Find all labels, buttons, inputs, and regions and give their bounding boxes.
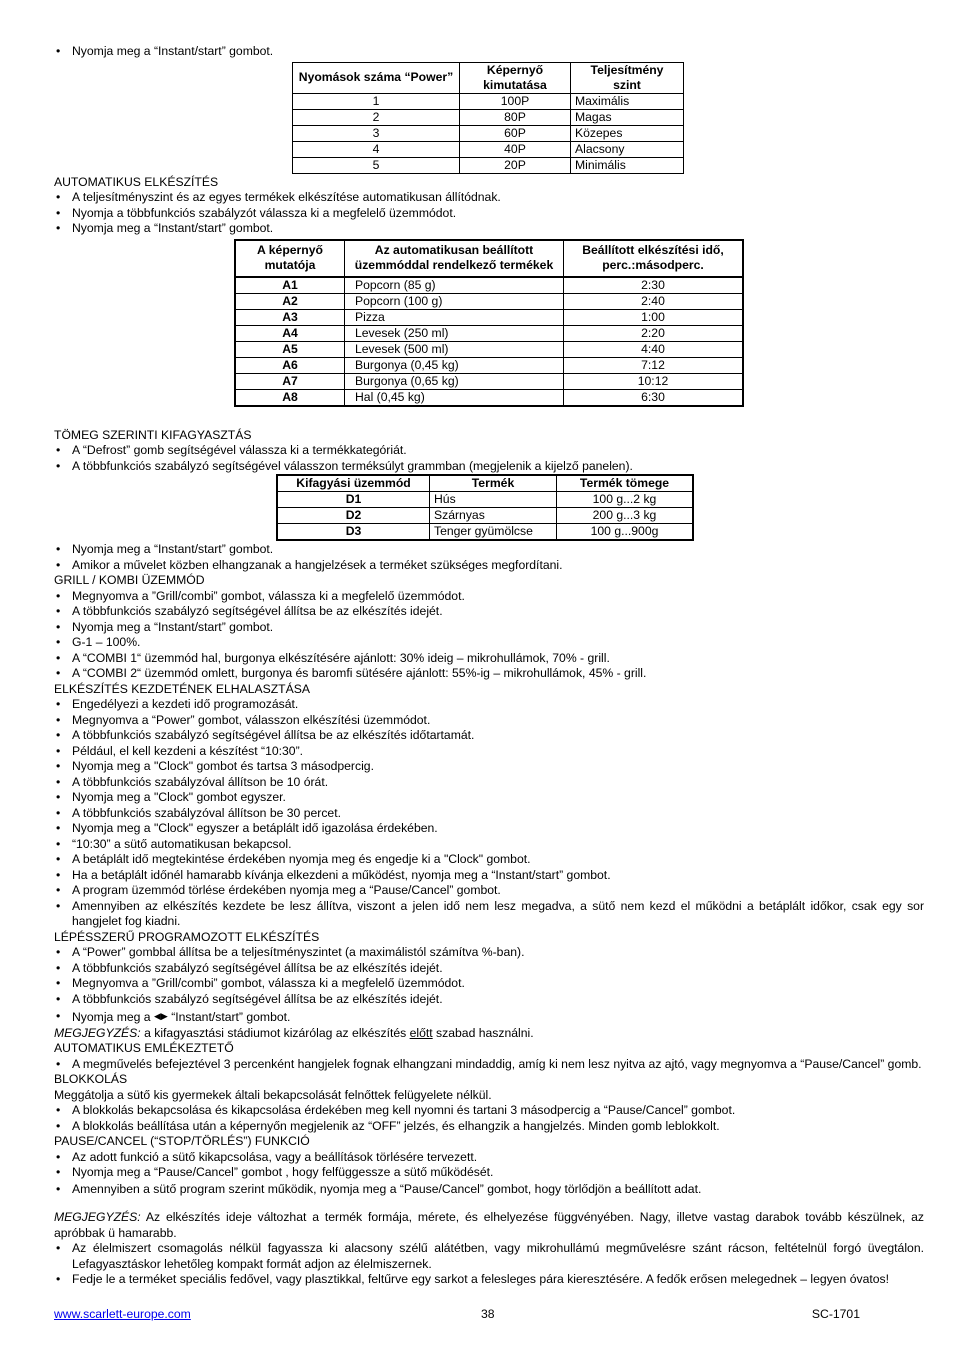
table-cell: 100 g...900g bbox=[557, 524, 694, 541]
list-item: • Fedje le a terméket speciális fedővel, vagy plasztikkal, feltűrve egy sarkot a felesleges pára kieresztésére. A fedők erősen melegednek – legyen óvatos! bbox=[54, 1272, 924, 1288]
section-heading: BLOKKOLÁS bbox=[54, 1072, 128, 1086]
power-table bbox=[292, 62, 684, 174]
intro-list bbox=[54, 44, 924, 60]
list-item: • Engedélyezi a kezdeti idő programozását. bbox=[54, 697, 924, 713]
paragraph: Meggátolja a sütő kis gyermekek általi bekapcsolását felnőttek felügyelete nélkül. bbox=[54, 1087, 492, 1102]
table-row bbox=[235, 341, 743, 357]
list-item: • Nyomja meg a “Instant/start” gombot. bbox=[54, 542, 924, 558]
table-row bbox=[235, 373, 743, 389]
grill-list bbox=[54, 589, 924, 682]
model-number: SC-1701 bbox=[811, 1307, 860, 1321]
table-header: Az automatikusan beállított üzemmóddal rendelkező termékek bbox=[345, 240, 564, 277]
table-header: Teljesítmény szint bbox=[571, 62, 684, 93]
table-cell: Szárnyas bbox=[430, 508, 557, 524]
table-header: Kifagyási üzemmód bbox=[277, 475, 430, 492]
table-cell: A1 bbox=[235, 277, 345, 294]
section-heading: ELKÉSZÍTÉS KEZDETÉNEK ELHALASZTÁSA bbox=[54, 681, 311, 696]
section-heading: TÖMEG SZERINTI KIFAGYASZTÁS bbox=[54, 427, 252, 442]
table-row bbox=[235, 389, 743, 406]
note-text-underlined: előtt bbox=[409, 1025, 433, 1040]
list-item: • A program üzemmód törlése érdekében nyomja meg a “Pause/Cancel” gombot. bbox=[54, 883, 924, 899]
table-cell: 3 bbox=[293, 125, 460, 141]
table-cell: 4:40 bbox=[564, 341, 744, 357]
delay-list bbox=[54, 697, 924, 930]
table-cell: 40P bbox=[460, 141, 571, 157]
table-header: Nyomások száma “Power” bbox=[293, 62, 460, 93]
table-row bbox=[293, 125, 684, 141]
list-item: • A blokkolás beállítása után a képernyőn megjelenik az “OFF” jelzés, és elhangzik a hangjelzés. Minden gomb leblokkolt. bbox=[54, 1119, 924, 1135]
table-row bbox=[277, 508, 693, 524]
table-cell: Popcorn (100 g) bbox=[345, 293, 564, 309]
section-heading: GRILL / KOMBI ÜZEMMÓD bbox=[54, 573, 205, 587]
list-item: • Nyomja meg a "Clock" gombot egyszer. bbox=[54, 790, 924, 806]
list-item: • A teljesítményszint és az egyes termékek elkészítése automatikusan állítódnak. bbox=[54, 190, 924, 206]
table-cell: 2:30 bbox=[564, 277, 744, 294]
table-cell: D2 bbox=[277, 508, 430, 524]
table-row bbox=[277, 492, 693, 508]
note-text: Az elkészítés ideje változhat a termék formája, mérete, és elhelyezése függvényében. Nagy, illetve vastag darabok tovább készülnek, az apróbbak ü hamarabb. bbox=[54, 1210, 924, 1240]
note-text: szabad használni. bbox=[432, 1025, 534, 1040]
list-item bbox=[54, 1009, 924, 1026]
table-cell: Levesek (500 ml) bbox=[345, 341, 564, 357]
list-item: • Nyomja meg a “Instant/start” gombot. bbox=[54, 620, 924, 636]
website-link[interactable]: www.scarlett-europe.com bbox=[54, 1307, 191, 1321]
table-row bbox=[235, 309, 743, 325]
table-cell: Magas bbox=[571, 109, 684, 125]
final-note bbox=[54, 1210, 924, 1241]
list-item: • A “COMBI 2“ üzemmód omlett, burgonya és baromfi sütésére ajánlott: 55%-ig – mikrohullámok, 45% - grill. bbox=[54, 666, 924, 682]
list-item: • Megnyomva a “Power” gombot, válasszon elkészítési üzemmódot. bbox=[54, 713, 924, 729]
page-number: 38 bbox=[481, 1307, 495, 1321]
table-cell: D1 bbox=[277, 492, 430, 508]
table-cell: D3 bbox=[277, 524, 430, 541]
step-list bbox=[54, 945, 924, 1026]
list-item-text: Nyomja meg a bbox=[72, 1010, 154, 1024]
table-cell: 1:00 bbox=[564, 309, 744, 325]
table-cell: 4 bbox=[293, 141, 460, 157]
defrost-table bbox=[276, 474, 694, 541]
left-right-arrows-icon: ◀▶ bbox=[153, 1011, 168, 1021]
list-item: • A blokkolás bekapcsolása és kikapcsolása érdekében meg kell nyomni és tartani 3 másodpercig a “Pause/Cancel” gombot. bbox=[54, 1103, 924, 1119]
table-cell: Burgonya (0,65 kg) bbox=[345, 373, 564, 389]
table-cell: Tenger gyümölcse bbox=[430, 524, 557, 541]
table-cell: 2:40 bbox=[564, 293, 744, 309]
table-cell: 2 bbox=[293, 109, 460, 125]
table-cell: 6:30 bbox=[564, 389, 744, 406]
table-header: Beállított elkészítési idő, perc.:másodperc. bbox=[564, 240, 744, 277]
table-cell: 7:12 bbox=[564, 357, 744, 373]
table-cell: A5 bbox=[235, 341, 345, 357]
list-item: • A többfunkciós szabályzóval állítson be 10 órát. bbox=[54, 775, 924, 791]
list-item: • A többfunkciós szabályzóval állítson be 30 percet. bbox=[54, 806, 924, 822]
table-cell: A8 bbox=[235, 389, 345, 406]
document-page bbox=[54, 44, 924, 1288]
list-item: • A többfunkciós szabályzó segítségével állítsa be az elkészítés idejét. bbox=[54, 604, 924, 620]
list-item: • Az adott funkció a sütő kikapcsolása, vagy a beállítások törlésére tervezett. bbox=[54, 1150, 924, 1166]
auto-list bbox=[54, 190, 924, 237]
table-cell: Popcorn (85 g) bbox=[345, 277, 564, 294]
section-heading: PAUSE/CANCEL (“STOP/TÖRLÉS”) FUNKCIÓ bbox=[54, 1134, 310, 1148]
table-cell: A2 bbox=[235, 293, 345, 309]
list-item: • A “COMBI 1“ üzemmód hal, burgonya elkészítésére ajánlott: 30% ideig – mikrohullámok, 70% - grill. bbox=[54, 651, 924, 667]
table-header: Képernyő kimutatása bbox=[460, 62, 571, 93]
list-item: • Nyomja a többfunkciós szabályzót válassza ki a megfelelő üzemmódot. bbox=[54, 206, 924, 222]
note bbox=[54, 1026, 924, 1042]
lock-list bbox=[54, 1103, 924, 1134]
list-item: • Nyomja meg a “Pause/Cancel” gombot , hogy felfüggessze a sütő működését. bbox=[54, 1165, 924, 1181]
table-row bbox=[293, 109, 684, 125]
reminder-list bbox=[54, 1057, 924, 1073]
list-item: • Nyomja meg a "Clock" gombot és tartsa 3 másodpercig. bbox=[54, 759, 924, 775]
table-row bbox=[293, 93, 684, 109]
table-cell: 20P bbox=[460, 157, 571, 173]
note-label: MEGJEGYZÉS: bbox=[54, 1025, 141, 1040]
list-item: • Amennyiben az elkészítés kezdete be lesz állítva, viszont a jelen idő nem lesz megadva, a sütő nem kezd el működni a betáplált időkor, csak egy sor hangjelet fog kiadni. bbox=[54, 899, 924, 930]
list-item: • Amennyiben a sütő program szerint működik, nyomja meg a “Pause/Cancel” gombot, hogy törlődjön a beállított adat. bbox=[54, 1182, 924, 1198]
table-header: Termék tömege bbox=[557, 475, 694, 492]
list-item: • Ha a betáplált időnél hamarabb kívánja elkezdeni a működést, nyomja meg a “Instant/start” gombot. bbox=[54, 868, 924, 884]
table-cell: Közepes bbox=[571, 125, 684, 141]
list-item: • Az élelmiszert csomagolás nélkül fagyassza ki alacsony szélű alátétben, vagy mikrohullámú megművelésre szánt rácson, feltételnül forgó üvegtálon. Lefagyasztáskor lehetőleg kompakt formát adjon az élelmiszernek. bbox=[54, 1241, 924, 1272]
table-cell: A4 bbox=[235, 325, 345, 341]
list-item: • Nyomja meg a “Instant/start” gombot. bbox=[54, 44, 924, 60]
table-cell: 5 bbox=[293, 157, 460, 173]
table-row bbox=[235, 277, 743, 294]
defrost-list bbox=[54, 443, 924, 474]
table-cell: Maximális bbox=[571, 93, 684, 109]
table-cell: Hal (0,45 kg) bbox=[345, 389, 564, 406]
note-label: MEGJEGYZÉS: bbox=[54, 1210, 141, 1224]
pause-list bbox=[54, 1150, 924, 1198]
list-item: • A többfunkciós szabályzó segítségével állítsa be az elkészítés időtartamát. bbox=[54, 728, 924, 744]
table-cell: 200 g...3 kg bbox=[557, 508, 694, 524]
section-heading: AUTOMATIKUS ELKÉSZÍTÉS bbox=[54, 174, 219, 189]
table-cell: 100 g...2 kg bbox=[557, 492, 694, 508]
list-item: • “10:30” a sütő automatikusan bekapcsol. bbox=[54, 837, 924, 853]
note-text: a kifagyasztási stádiumot kizárólag az elkészítés bbox=[140, 1025, 410, 1040]
section-heading: LÉPÉSSZERŰ PROGRAMOZOTT ELKÉSZÍTÉS bbox=[54, 929, 320, 944]
table-cell: Levesek (250 ml) bbox=[345, 325, 564, 341]
final-note-list bbox=[54, 1241, 924, 1288]
table-cell: A6 bbox=[235, 357, 345, 373]
table-cell: Minimális bbox=[571, 157, 684, 173]
table-cell: Pizza bbox=[345, 309, 564, 325]
list-item: • Megnyomva a ”Grill/combi” gombot, válassza ki a megfelelő üzemmódot. bbox=[54, 976, 924, 992]
table-row bbox=[235, 325, 743, 341]
list-item: • Megnyomva a ”Grill/combi” gombot, válassza ki a megfelelő üzemmódot. bbox=[54, 589, 924, 605]
auto-table bbox=[234, 239, 744, 407]
table-row bbox=[235, 357, 743, 373]
list-item: • A megművelés befejeztével 3 percenként hangjelek fognak elhangzani mindaddig, amíg ki nem lesz nyitva az ajtó, vagy megnyomva a “Pause/Cancel” gomb. bbox=[54, 1057, 924, 1073]
list-item: • A többfunkciós szabályzó segítségével állítsa be az elkészítés idejét. bbox=[54, 992, 924, 1008]
list-item: • A “Power” gombbal állítsa be a teljesítményszintet (a maximálistól számítva %-ban). bbox=[54, 945, 924, 961]
table-cell: 60P bbox=[460, 125, 571, 141]
table-cell: 1 bbox=[293, 93, 460, 109]
table-cell: 80P bbox=[460, 109, 571, 125]
table-cell: 100P bbox=[460, 93, 571, 109]
defrost-after-list bbox=[54, 542, 924, 573]
list-item: • Amikor a művelet közben elhangzanak a hangjelzések a terméket szükséges megfordítani. bbox=[54, 558, 924, 574]
table-cell: Hús bbox=[430, 492, 557, 508]
table-row bbox=[235, 293, 743, 309]
list-item: • Nyomja meg a “Instant/start” gombot. bbox=[54, 221, 924, 237]
table-cell: 10:12 bbox=[564, 373, 744, 389]
list-item: • A “Defrost” gomb segítségével válassza ki a termékkategóriát. bbox=[54, 443, 924, 459]
list-item: • A többfunkciós szabályzó segítségével állítsa be az elkészítés idejét. bbox=[54, 961, 924, 977]
list-item: • G-1 – 100%. bbox=[54, 635, 924, 651]
table-cell: A7 bbox=[235, 373, 345, 389]
table-cell: A3 bbox=[235, 309, 345, 325]
section-heading: AUTOMATIKUS EMLÉKEZTETŐ bbox=[54, 1041, 234, 1055]
table-cell: 2:20 bbox=[564, 325, 744, 341]
table-header: Termék bbox=[430, 475, 557, 492]
list-item: • Nyomja meg a "Clock" egyszer a betáplált idő igazolása érdekében. bbox=[54, 821, 924, 837]
list-item-text: “Instant/start” gombot. bbox=[167, 1010, 291, 1024]
table-row bbox=[293, 157, 684, 173]
list-item: • A többfunkciós szabályzó segítségével válasszon terméksúlyt grammban (megjelenik a kijelző panelen). bbox=[54, 459, 924, 475]
list-item: • Például, el kell kezdeni a készítést “10:30”. bbox=[54, 744, 924, 760]
table-cell: Burgonya (0,45 kg) bbox=[345, 357, 564, 373]
list-item: • A betáplált idő megtekintése érdekében nyomja meg és engedje ki a "Clock" gombot. bbox=[54, 852, 924, 868]
table-cell: Alacsony bbox=[571, 141, 684, 157]
table-row bbox=[293, 141, 684, 157]
table-row bbox=[277, 524, 693, 541]
table-header: A képernyő mutatója bbox=[235, 240, 345, 277]
